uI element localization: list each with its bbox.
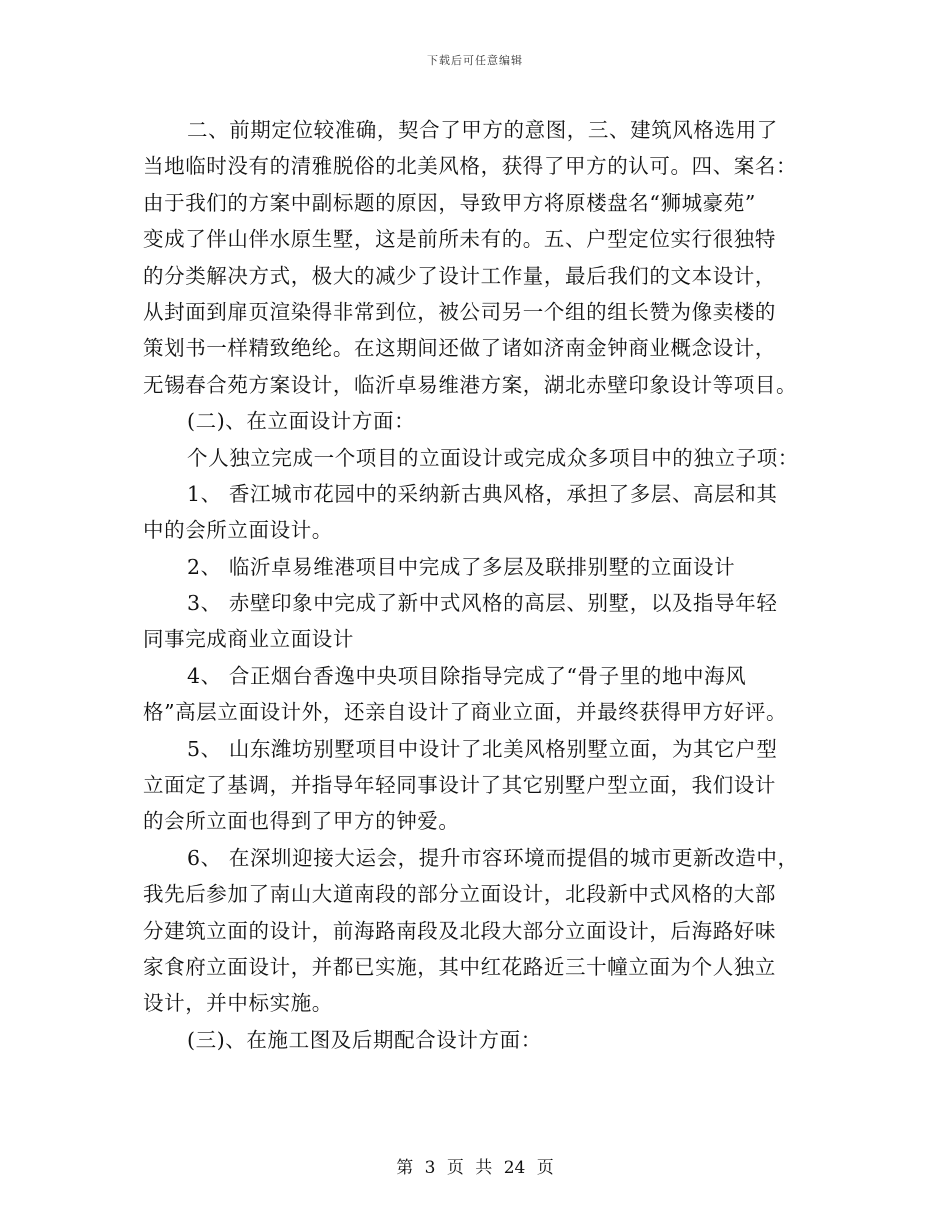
section-heading: (二)、在立面设计方面： [187, 409, 416, 434]
list-item: 1、 香江城市花园中的采纳新古典风格，承担了多层、高层和其 [187, 481, 778, 506]
text-line: 无锡春合苑方案设计，临沂卓易维港方案，湖北赤壁印象设计等项目。 [143, 372, 798, 397]
text-line: 格”高层立面设计外，还亲自设计了商业立面，并最终获得甲方好评。 [143, 700, 788, 725]
list-item: 3、 赤壁印象中完成了新中式风格的高层、别墅，以及指导年轻 [187, 591, 778, 616]
text-line: 我先后参加了南山大道南段的部分立面设计，北段新中式风格的大部 [143, 882, 776, 907]
list-item: 2、 临沂卓易维港项目中完成了多层及联排别墅的立面设计 [187, 554, 736, 579]
text-line: 的分类解决方式，极大的减少了设计工作量，最后我们的文本设计， [143, 263, 776, 288]
section-heading: (三)、在施工图及后期配合设计方面： [187, 1027, 542, 1052]
text-line: 策划书一样精致绝纶。在这期间还做了诸如济南金钟商业概念设计， [143, 336, 776, 361]
text-line: 个人独立完成一个项目的立面设计或完成众多项目中的独立子项： [187, 445, 799, 470]
text-line: 家食府立面设计，并都已实施，其中红花路近三十幢立面为个人独立 [143, 954, 776, 979]
text-line: 二、前期定位较准确，契合了甲方的意图，三、建筑风格选用了 [187, 118, 778, 142]
list-item: 6、 在深圳迎接大运会，提升市容环境而提倡的城市更新改造中， [187, 845, 799, 870]
text-line: 从封面到扉页渲染得非常到位，被公司另一个组的组长赞为像卖楼的 [143, 299, 776, 324]
text-line: 同事完成商业立面设计 [143, 627, 354, 652]
text-line: 的会所立面也得到了甲方的钟爱。 [143, 809, 460, 834]
text-line: 变成了伴山伴水原生墅，这是前所未有的。五、户型定位实行很独特 [143, 227, 776, 252]
text-line: 立面定了基调，并指导年轻同事设计了其它别墅户型立面，我们设计 [143, 773, 776, 798]
page-header: 下载后可任意编辑 [427, 54, 523, 67]
list-item: 4、 合正烟台香逸中央项目除指导完成了“骨子里的地中海风 [187, 663, 747, 688]
text-line: 当地临时没有的清雅脱俗的北美风格，获得了甲方的认可。四、案名： [143, 154, 798, 179]
list-item: 5、 山东潍坊别墅项目中设计了北美风格别墅立面，为其它户型 [187, 736, 778, 761]
document-body [143, 112, 815, 1058]
page-number: 第 3 页 共 24 页 [396, 1158, 554, 1178]
text-line: 由于我们的方案中副标题的原因，导致甲方将原楼盘名“狮城豪苑” [143, 190, 756, 215]
text-line: 设计，并中标实施。 [143, 991, 333, 1016]
text-line: 中的会所立面设计。 [143, 518, 333, 543]
text-line: 分建筑立面的设计，前海路南段及北段大部分立面设计，后海路好味 [143, 918, 776, 943]
